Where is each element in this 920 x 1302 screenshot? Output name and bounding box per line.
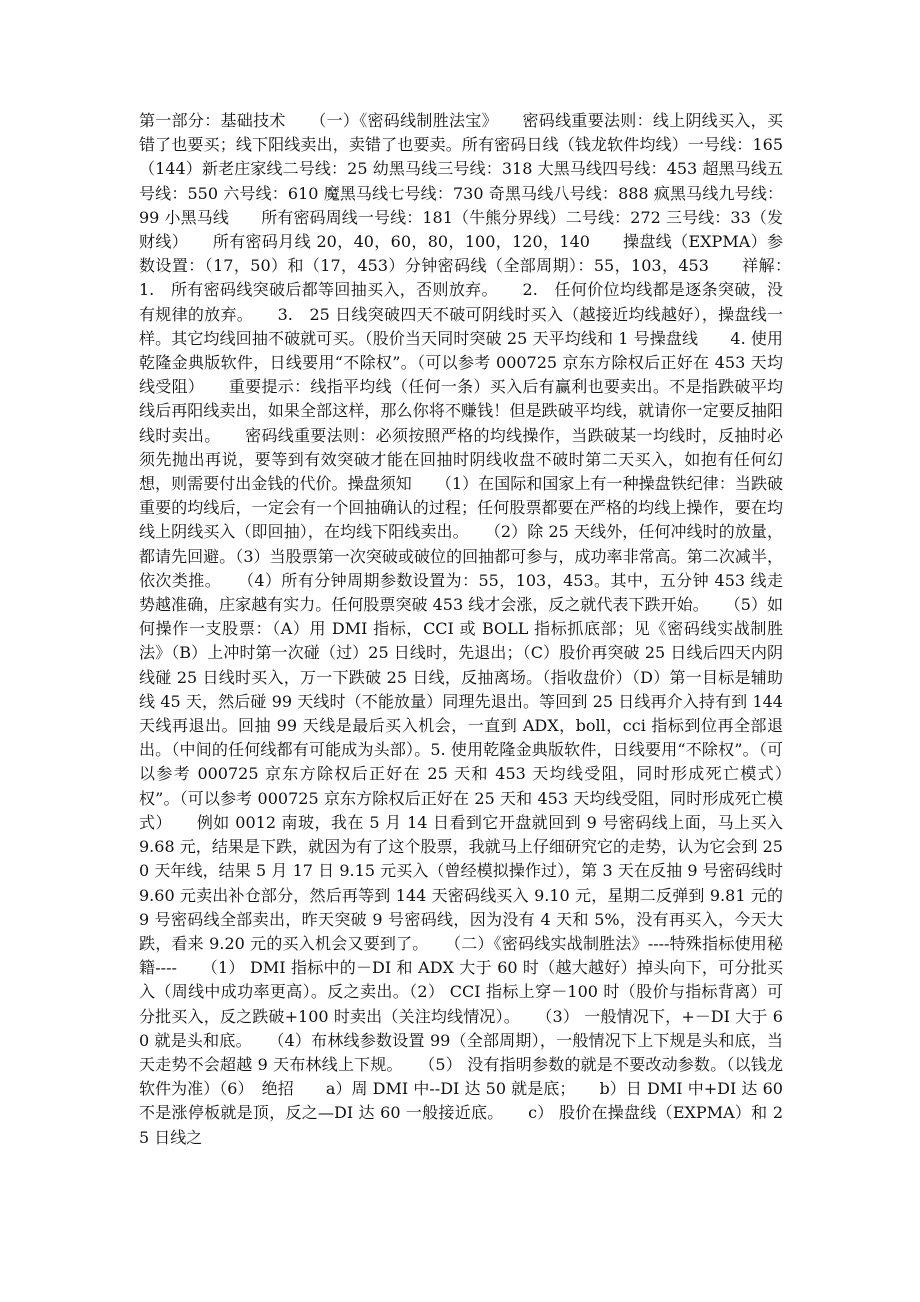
body-paragraph: 第一部分：基础技术 （一）《密码线制胜法宝》 密码线重要法则：线上阴线买入，买错了也要买；线下阳线卖出，卖错了也要卖。所有密码日线（钱龙软件均线）一号线：165（144）新老庄家线二号线：25 幼黑马线三号线：318 大黑马线四号线：453 超黑马线五号线：550 六号线：610 魔黑马线七号线：730 奇黑马线八号线：888 疯黑马线九号线：99 小黑马线 所有密码周线一号线：181（牛熊分界线）二号线：272 三号线：33（发财线） 所有密码月线 20，40，60，80，100，120，140 操盘线（EXPMA）参数设置：（17，50）和（17，453）分钟密码线（全部周期）：55，103，453 祥解： 1. 所有密码线突破后都等回抽买入，否则放弃。 2. 任何价位均线都是逐条突破，没有规律的放弃。 3. 25 日线突破四天不破可阴线时买入（越接近均线越好），操盘线一样。其它均线回抽不破就可买。（股价当天同时突破 25 天平均线和 1 号操盘线 4. 使用乾隆金典版软件，日线要用“不除权”。（可以参考 000725 京东方除权后正好在 453 天均线受阻） 重要提示：线指平均线（任何一条）买入后有赢利也要卖出。不是指跌破平均线后再阳线卖出，如果全部这样，那么你将不赚钱！但是跌破平均线，就请你一定要反抽阳线时卖出。 密码线重要法则：必须按照严格的均线操作，当跌破某一均线时，反抽时必须先抛出再说，要等到有效突破才能在回抽时阴线收盘不破时第二天买入，如抱有任何幻想，则需要付出金钱的代价。操盘须知 （1）在国际和国家上有一种操盘铁纪律：当跌破重要的均线后，一定会有一个回抽确认的过程；任何股票都要在严格的均线上操作，要在均线上阴线买入（即回抽），在均线下阳线卖出。 （2）除 25 天线外，任何冲线时的放量，都请先回避。（3）当股票第一次突破或破位的回抽都可参与，成功率非常高。第二次减半，依次类推。 （4）所有分钟周期参数设置为：55，103，453。其中，五分钟 453 线走势越准确，庄家越有实力。任何股票突破 453 线才会涨，反之就代表下跌开始。 （5）如何操作一支股票：（A）用 DMI 指标，CCI 或 BOLL 指标抓底部；见《密码线实战制胜法》（B）上冲时第一次碰（过）25 日线时，先退出；（C）股价再突破 25 日线后四天内阴线碰 25 日线时买入，万一下跌破 25 日线，反抽离场。（指收盘价）（D）第一目标是辅助线 45 天，然后碰 99 天线时（不能放量）同理先退出。等回到 25 日线再介入持有到 144 天线再退出。回抽 99 天线是最后买入机会，一直到 ADX，boll，cci 指标到位再全部退出。（中间的任何线都有可能成为头部）。5. 使用乾隆金典版软件，日线要用“不除权”。（可以参考 000725 京东方除权后正好在 25 天和 453 天均线受阻，同时形成死亡模式） 权”。（可以参考 000725 京东方除权后正好在 25 天和 453 天均线受阻，同时形成死亡模式） 例如 0012 南玻，我在 5 月 14 日看到它开盘就回到 9 号密码线上面，马上买入 9.68 元，结果是下跌，就因为有了这个股票，我就马上仔细研究它的走势，认为它会到 250 天年线，结果 5 月 17 日 9.15 元买入（曾经模拟操作过），第 3 天在反抽 9 号密码线时 9.60 元卖出补仓部分，然后再等到 144 天密码线买入 9.10 元，星期二反弹到 9.81 元的 9 号密码线全部卖出，昨天突破 9 号密码线，因为没有 4 天和 5%，没有再买入，今天大跌，看来 9.20 元的买入机会又要到了。 （二）《密码线实战制胜法》----特殊指标使用秘籍---- （1） DMI 指标中的－DI 和 ADX 大于 60 时（越大越好）掉头向下，可分批买入（周线中成功率更高）。反之卖出。（2） CCI 指标上穿－100 时（股价与指标背离）可分批买入，反之跌破+100 时卖出（关注均线情况）。 （3） 一般情况下，+－DI 大于 60 就是头和底。 （4）布林线参数设置 99（全部周期），一般情况下上下规是头和底，当天走势不会超越 9 天布林线上下规。 （5） 没有指明参数的就是不要改动参数。（以钱龙软件为准）（6） 绝招 a）周 DMI 中--DI 达 50 就是底； b）日 DMI 中+DI 达 60 不是涨停板就是顶，反之—DI 达 60 一般接近底。 c） 股价在操盘线（EXPMA）和 25 日线之 [139,111,816,1147]
